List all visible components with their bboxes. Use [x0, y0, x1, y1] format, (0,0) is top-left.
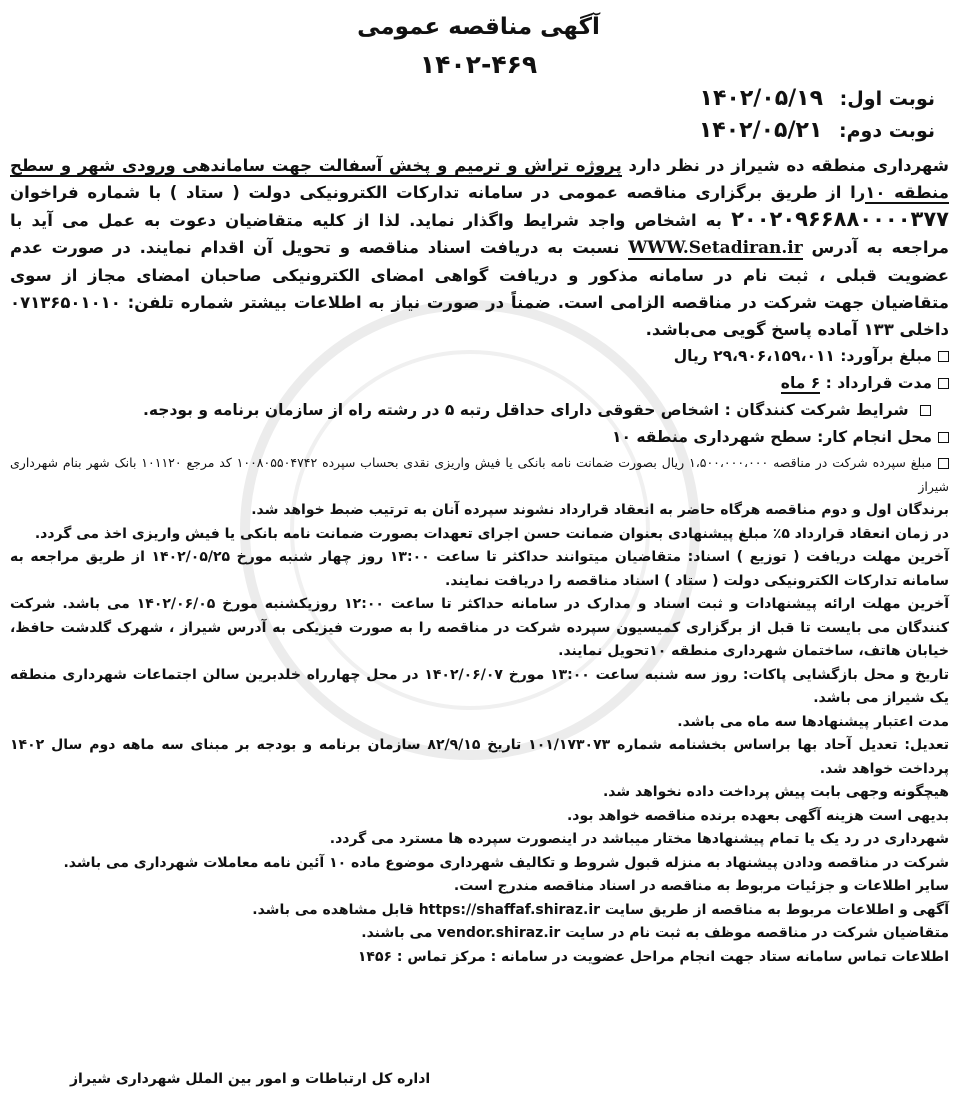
first-publication — [700, 86, 935, 111]
deposit-item: مبلغ سپرده شرکت در مناقصه ۱،۵۰۰،۰۰۰،۰۰۰ ریال بصورت ضمانت نامه بانکی یا فیش واریزی نقدی بحساب سپرده ۱۰۰۸۰۵۵۰۴۷۴۲ کد مرجع ۱۰۱۱۲۰ بانک شهر بنام شهرداری شیراز — [10, 455, 949, 494]
project-title: پروژه تراش و ترمیم و پخش آسفالت جهت ساماندهی ورودی شهر و سطح منطقه ۱۰ — [10, 156, 949, 202]
paragraph-receive-deadline: آخرین مهلت دریافت ( توزیع ) اسناد: متقاضیان میتوانند حداکثر تا ساعت ۱۳:۰۰ روز چهار شنبه مورخ ۱۴۰۲/۰۵/۲۵ از طریق مراجعه به سامانه تدارکات الکترونیکی دولت ( ستاد ) اسناد مناقصه را دریافت نمایند. — [10, 549, 950, 589]
issuer-signature: اداره کل ارتباطات و امور بین الملل شهرداری شیراز — [70, 1071, 431, 1087]
paragraph-shaffaf-site: آگهی و اطلاعات مربوط به مناقصه از طریق سایت https://shaffaf.shiraz.ir قابل مشاهده می باشد. — [252, 901, 949, 918]
call-number: ۲۰۰۲۰۹۶۶۸۸۰۰۰۰۳۷۷ — [731, 207, 949, 231]
estimate-item: مبلغ برآورد: ۲۹،۹۰۶،۱۵۹،۰۱۱ ریال — [10, 343, 949, 370]
location-item: محل انجام کار: سطح شهرداری منطقه ۱۰ — [10, 424, 949, 451]
conditions-item: شرایط شرکت کنندگان : اشخاص حقوقی دارای حداقل رتبه ۵ در رشته راه از سازمان برنامه و بودجه. — [10, 397, 949, 424]
paragraph-other-info: سایر اطلاعات و جزئیات مربوط به مناقصه در اسناد مناقصه مندرج است. — [453, 878, 949, 894]
checkbox-icon — [938, 432, 949, 443]
paragraph-winners: برندگان اول و دوم مناقصه هرگاه حاضر به انعقاد قرارداد نشوند سپرده آنان به ترتیب ضبط خواهد شد. — [251, 502, 949, 518]
duration-item: مدت قرارداد : ۶ ماه — [10, 370, 949, 397]
paragraph-validity: مدت اعتبار پیشنهادها سه ماه می باشد. — [677, 713, 949, 730]
checkbox-icon — [938, 351, 949, 362]
paragraph-ad-cost: بدیهی است هزینه آگهی بعهده برنده مناقصه خواهد بود. — [566, 807, 949, 824]
paragraph-vendor-site: متقاضیان شرکت در مناقصه موظف به ثبت نام در سایت vendor.shiraz.ir می باشند. — [361, 925, 949, 941]
paragraph-rejection: شهرداری در رد یک یا تمام پیشنهادها مختار میباشد در اینصورت سپرده ها مسترد می گردد. — [329, 831, 949, 847]
notice-body — [10, 152, 949, 969]
intro-paragraph: شهرداری منطقه ده شیراز در نظر دارد پروژه تراش و ترمیم و پخش آسفالت جهت ساماندهی ورودی شهر و سطح منطقه ۱۰را از طریق برگزاری مناقصه عمومی در سامانه تدارکات الکترونیکی دولت ( ستاد ) با شماره فراخوان ۲۰۰۲۰۹۶۶۸۸۰۰۰۰۳۷۷ به اشخاص واجد شرایط واگذار نماید. لذا از کلیه متقاضیان دعوت به عمل می آید با مراجعه به آدرس WWW.Setadiran.ir نسبت به دریافت اسناد مناقصه و تحویل آن اقدام نمایند. در صورت عدم عضویت قبلی ، ثبت نام در سامانه مذکور و دریافت گواهی امضای الکترونیکی صاحبان امضای مجاز از سوی متقاضیان جهت شرکت در مناقصه الزامی است. ضمناً در صورت نیاز به اطلاعات بیشتر شماره تلفن: ۰۷۱۳۶۵۰۱۰۱۰ داخلی ۱۳۳ آماده پاسخ گویی می‌باشد. — [10, 156, 949, 339]
notice-number: ۱۴۰۲-۴۶۹ — [419, 50, 538, 79]
paragraph-prepayment: هیچگونه وجهی بابت پیش پرداخت داده نخواهد شد. — [602, 784, 949, 800]
first-publication-date: ۱۴۰۲/۰۵/۱۹ — [699, 86, 824, 111]
second-publication-date: ۱۴۰۲/۰۵/۲۱ — [698, 118, 823, 143]
paragraph-acceptance: شرکت در مناقصه ودادن پیشنهاد به منزله قبول شروط و تکالیف شهرداری موضوع ماده ۱۰ آئین نامه معاملات شهرداری می باشد. — [63, 854, 949, 871]
first-publication-label: نوبت اول: — [839, 88, 935, 110]
paragraph-guarantee: در زمان انعقاد قرارداد ۵٪ مبلغ پیشنهادی بعنوان ضمانت حسن اجرای تعهدات بصورت ضمانت نامه بانکی یا فیش واریزی اخذ می گردد. — [34, 525, 949, 542]
paragraph-adjustment: تعدیل: تعدیل آحاد بها براساس بخشنامه شماره ۱۰۱/۱۷۳۰۷۳ تاریخ ۸۲/۹/۱۵ سازمان برنامه و بودجه بر مبنای سه ماهه دوم سال ۱۴۰۲ پرداخت خواهد شد. — [10, 737, 949, 777]
notice-title: آگهی مناقصه عمومی — [357, 14, 600, 40]
paragraph-submit-deadline: آخرین مهلت ارائه پیشنهادات و ثبت اسناد و مدارک در سامانه حداکثر تا ساعت ۱۲:۰۰ روزیکشنبه مورخ ۱۴۰۲/۰۶/۰۵ می باشد. شرکت کنندگان می بایست تا قبل از برگزاری کمیسیون سپرده شرکت در مناقصه را به صورت فیزیکی به آدرس شیراز ، شهرک گلدشت حافظ، خیابان هاتف، ساختمان شهرداری منطقه ۱۰تحویل نمایند. — [10, 596, 949, 659]
checkbox-icon — [938, 458, 949, 469]
second-publication-label: نوبت دوم: — [839, 120, 935, 142]
paragraph-opening: تاریخ و محل بازگشایی پاکات: روز سه شنبه ساعت ۱۳:۰۰ مورخ ۱۴۰۲/۰۶/۰۷ در محل چهارراه خلدبرین سالن اجتماعات شهرداری منطقه یک شیراز می باشد. — [10, 666, 950, 706]
second-publication — [699, 118, 935, 143]
checkbox-icon — [920, 405, 931, 416]
setadiran-link[interactable]: WWW.Setadiran.ir — [628, 238, 803, 258]
checkbox-icon — [938, 378, 949, 389]
duration-value: ۶ ماه — [780, 374, 821, 392]
paragraph-contact: اطلاعات تماس سامانه ستاد جهت انجام مراحل عضویت در سامانه : مرکز تماس : ۱۴۵۶ — [357, 948, 949, 965]
